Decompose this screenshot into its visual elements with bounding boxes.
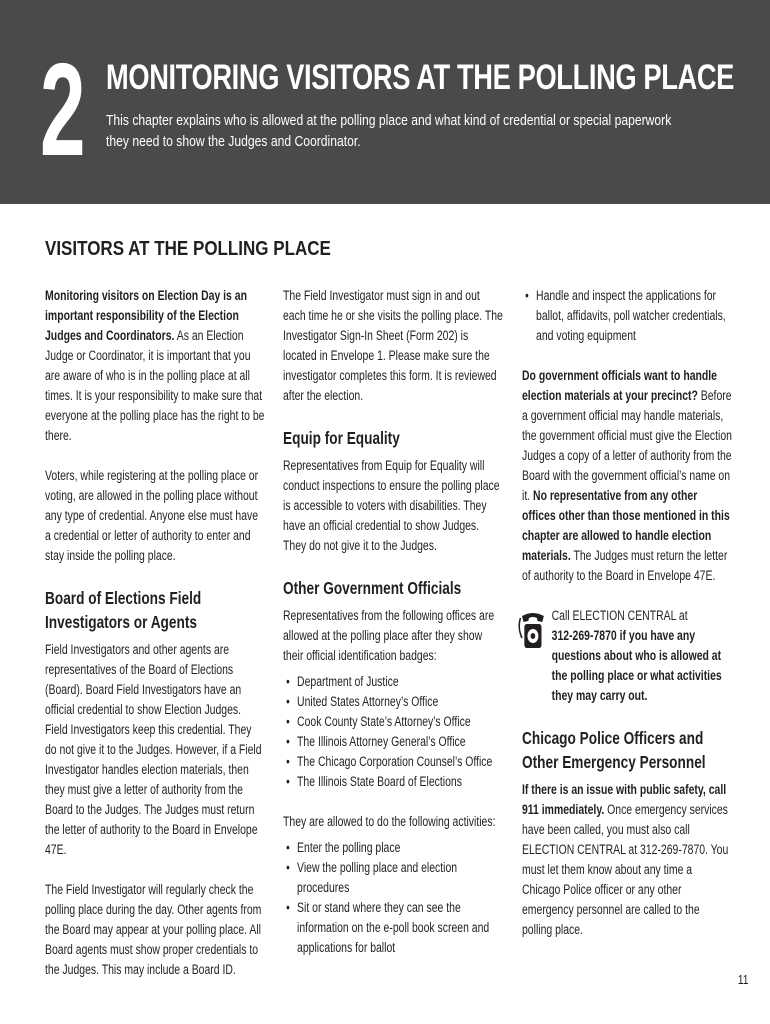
list-item: • Handle and inspect the applications for ballot, affidavits, poll watcher credentials, and voting equipment	[536, 286, 733, 346]
column-1	[45, 286, 265, 1000]
subheading-government: Other Government Officials	[283, 578, 462, 598]
list-item: • Cook County State’s Attorney’s Office	[297, 712, 503, 732]
activities-list-continued	[522, 286, 733, 346]
chapter-banner	[0, 0, 770, 204]
subheading-board: Board of Elections Field Investigators or Agents	[45, 588, 202, 632]
list-item: • Enter the polling place	[297, 838, 503, 858]
column-3	[522, 286, 733, 960]
list-item: • The Chicago Corporation Counsel’s Office	[297, 752, 503, 772]
paragraph: If there is an issue with public safety, call 911 immediately. Once emergency services have been called, you must also call ELECTION CENTRAL at 312-269-7870. You must let them know about any time a Chicago Police officer or any other emergency personnel are called to the polling place.	[522, 782, 729, 937]
telephone-icon	[517, 608, 548, 652]
page-number: 11	[737, 972, 748, 987]
offices-list	[283, 672, 503, 792]
list-item: • The Illinois Attorney General’s Office	[297, 732, 503, 752]
subheading-police: Chicago Police Officers and Other Emergency Personnel	[522, 728, 706, 772]
list-item: • Department of Justice	[297, 672, 503, 692]
call-election-central-callout: Call ELECTION CENTRAL at 312-269-7870 if you have any questions about who is allowed at the polling place or what activities they may carry out.	[522, 606, 733, 706]
paragraph: Field Investigators and other agents are representatives of the Board of Elections (Board). Board Field Investigators have an official credential to show Election Judges. Field Investigators keep this credential. They do not give it to the Judges. However, if a Field Investigator handles election materials, then they must give a letter of authority from the Board to the Judges. The Judges must return the letter of authority to the Board in Envelope 47E.	[45, 642, 262, 857]
paragraph: They are allowed to do the following activities:	[283, 814, 496, 829]
list-item: • The Illinois State Board of Elections	[297, 772, 503, 792]
paragraph: Monitoring visitors on Election Day is an important responsibility of the Election Judges and Coordinators. As an Election Judge or Coordinator, it is important that you are aware of who is in the polling place at all times. It is your responsibility to make sure that everyone at the polling place has the right to be there.	[45, 288, 265, 443]
list-item: • United States Attorney’s Office	[297, 692, 503, 712]
paragraph: Representatives from the following offices are allowed at the polling place after they show their official identification badges:	[283, 608, 495, 663]
paragraph: Voters, while registering at the polling place or voting, are allowed in the polling place without any type of credential. Anyone else must have a credential or letter of authority to enter and stay inside the polling place.	[45, 468, 259, 563]
paragraph: The Field Investigator must sign in and out each time he or she visits the polling place. The Investigator Sign-In Sheet (Form 202) is located in Envelope 1. Please make sure the investigator completes this form. It is reviewed after the election.	[283, 288, 503, 403]
chapter-number: 2	[40, 36, 86, 183]
chapter-intro: This chapter explains who is allowed at the polling place and what kind of credential or special paperwork they need to show the Judges and Coordinator.	[106, 112, 672, 150]
paragraph: Representatives from Equip for Equality will conduct inspections to ensure the polling place is accessible to voters with disabilities. They have an official credential to show Judges. They do not give it to the Judges.	[283, 458, 500, 553]
list-item: • View the polling place and election procedures	[297, 858, 503, 898]
paragraph: Do government officials want to handle election materials at your precinct? Before a government official may handle materials, the government official must give the Election Judges a copy of a letter of authority from the Board with the government official’s name on it. No representative from any other offices other than those mentioned in this chapter are allowed to handle election materials. The Judges must return the letter of authority to the Board in Envelope 47E.	[522, 368, 732, 583]
chapter-title: MONITORING VISITORS AT THE POLLING PLACE	[106, 58, 735, 97]
subheading-equip: Equip for Equality	[283, 428, 400, 448]
activities-list	[283, 838, 503, 958]
section-heading: VISITORS AT THE POLLING PLACE	[45, 238, 331, 260]
list-item: • Sit or stand where they can see the information on the e-poll book screen and applications for ballot	[297, 898, 503, 958]
paragraph: The Field Investigator will regularly check the polling place during the day. Other agents from the Board may appear at your polling place. All Board agents must show proper credentials to the Judges. This may include a Board ID.	[45, 882, 262, 977]
column-2	[283, 286, 503, 978]
